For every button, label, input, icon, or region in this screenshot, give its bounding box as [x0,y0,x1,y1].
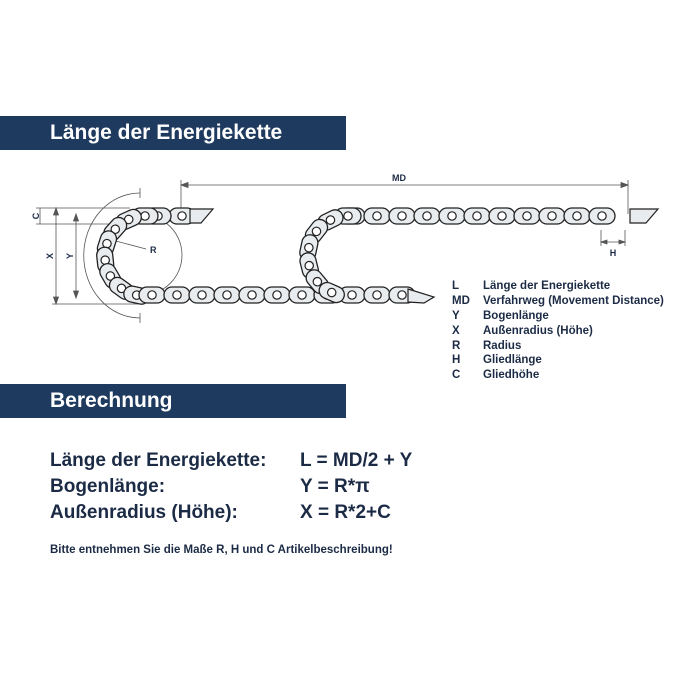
legend-text: Außenradius (Höhe) [483,324,593,337]
chain-link [514,208,540,224]
chain-link [289,287,315,303]
chain-link [239,287,265,303]
y-label: Y [65,252,75,260]
r-label: R [150,245,157,255]
formula-label: Außenradius (Höhe): [50,502,238,523]
legend-key: MD [452,294,470,307]
legend-row [452,309,664,324]
formula-expression: L = MD/2 + Y [300,450,413,471]
legend-key: L [452,280,460,292]
chain-end-bracket [630,209,658,223]
legend-key: H [452,354,461,367]
legend-key: C [452,369,461,382]
chain-end-bracket [408,289,434,303]
formula-expression: Y = R*π [300,476,370,497]
formula-row [50,474,412,500]
formula-expression: X = R*2+C [300,502,391,523]
chain-link [389,208,415,224]
legend-text: Bogenlänge [483,309,549,322]
c-label: C [31,212,41,220]
chain-link [564,208,590,224]
legend-row [452,353,664,368]
dimension-note: Bitte entnehmen Sie die Maße R, H und C Artikelbeschreibung! [50,544,393,556]
chain-link [164,287,190,303]
chain-end-bracket [190,209,213,223]
formula-list [50,448,412,526]
chain-link [364,287,390,303]
legend-row [452,294,664,309]
chain-link [139,287,165,303]
legend-row [452,368,664,383]
legend-text: Gliedlänge [483,354,542,367]
legend-row [452,279,664,294]
legend-key: Y [452,309,460,322]
x-label: X [45,252,55,260]
chain-link [414,208,440,224]
legend-key: X [452,324,460,337]
chain-link [589,208,615,224]
section-title-length: Länge der Energiekette [50,121,283,144]
chain-link [539,208,565,224]
legend-key: R [452,339,461,352]
chain-link [489,208,515,224]
section-banner-calculation [0,384,346,418]
h-label: H [609,248,617,258]
legend [452,279,664,383]
legend-row [452,339,664,354]
chain-link [189,287,215,303]
md-label: MD [392,173,406,183]
section-title-calculation: Berechnung [50,389,173,412]
section-banner-length [0,116,346,150]
formula-label: Länge der Energiekette: [50,450,267,471]
legend-text: Länge der Energiekette [483,280,611,292]
legend-text: Verfahrweg (Movement Distance) [483,294,664,307]
legend-text: Radius [483,339,522,352]
legend-text: Gliedhöhe [483,369,540,382]
chain-link [464,208,490,224]
formula-row [50,500,412,526]
formula-label: Bogenlänge: [50,476,166,497]
chain-link [214,287,240,303]
chain-link [364,208,390,224]
formula-row [50,448,412,474]
chain-link [439,208,465,224]
legend-row [452,324,664,339]
chain-link [264,287,290,303]
